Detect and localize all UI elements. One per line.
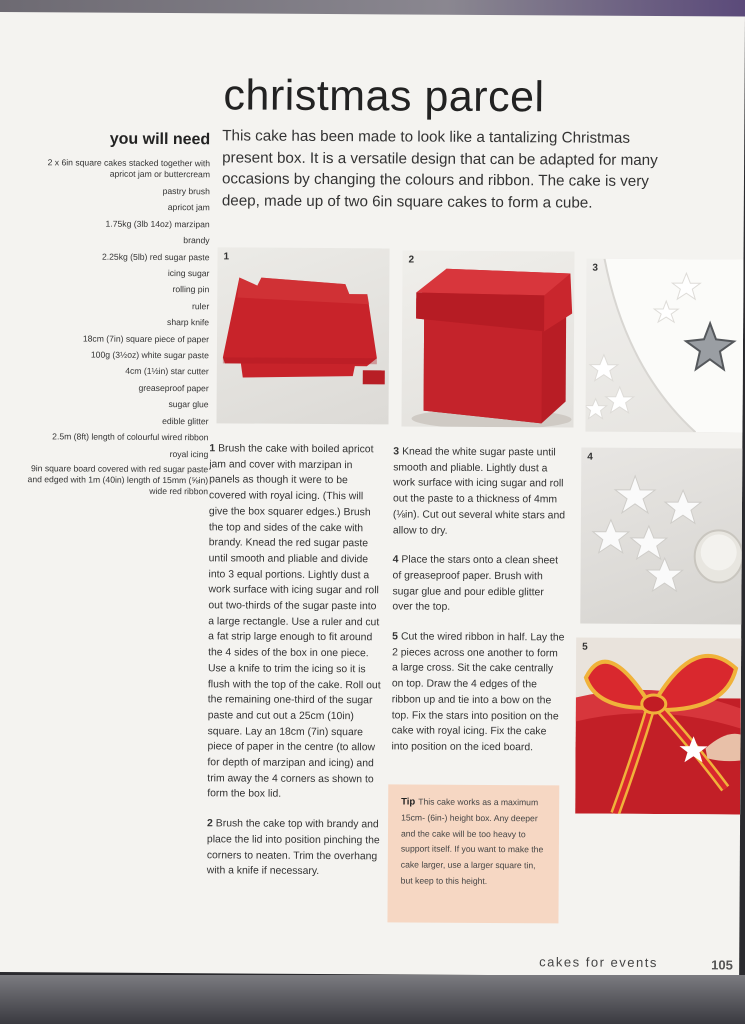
ingredient-item: 2 x 6in square cakes stacked together with apricot jam or buttercream — [47, 157, 211, 180]
intro-paragraph: This cake has been made to look like a tantalizing Christmas present box. It is a versatile design that can be adapted for many occasions by changing the colours and ribbon. The cake is very deep, made up of two 6in square cakes to form a cube. — [221, 127, 658, 212]
ingredient-item: ruler — [191, 301, 210, 312]
ingredient-item: 2.5m (8ft) length of colourful wired ribbon — [52, 431, 209, 443]
photo-number: 1 — [223, 251, 230, 263]
photo-number: 2 — [408, 254, 415, 266]
step-text: Brush the cake with boiled apricot jam and cover with marzipan in panels as though it were to be covered with royal icing. (This will give the box squarer edges.) Brush the top and sides of the cake with brandy. Knead the red sugar paste until smooth and pliable and divide into 3 equal portions. Lightly dust a work surface with icing sugar and roll out two-thirds of the sugar paste into a large rectangle. Use a ruler and cut a fat strip large enough to fit around the 4 sides of the box in one piece. Use a knife to trim the icing so it is flush with the top of the cake. Roll out the remaining one-third of the sugar paste and cut out a 25cm (10in) square. Lay an 18cm (7in) square piece of paper in the centre (to allow for depth of marzipan and icing) and trim away the 4 corners as shown to form the box lid. — [207, 443, 381, 801]
step-4 — [392, 553, 565, 617]
red-box-cake-icon — [401, 250, 574, 427]
step-number: 4 — [392, 554, 399, 566]
step-photo-3 — [585, 259, 743, 433]
step-2 — [207, 816, 383, 880]
ingredient-item: apricot jam — [167, 202, 210, 213]
step-1 — [207, 441, 385, 803]
footer-section-name: cakes for events — [539, 954, 658, 971]
photo-number: 4 — [587, 451, 593, 463]
ingredient-item: 1.75kg (3lb 14oz) marzipan — [105, 218, 210, 230]
step-number: 5 — [392, 631, 399, 643]
tip-box — [387, 784, 559, 923]
ingredient-item: brandy — [183, 235, 210, 246]
step-number: 3 — [393, 446, 400, 458]
page-title: christmas parcel — [223, 71, 545, 122]
page-bottom-edge — [0, 975, 745, 1024]
step-text: Cut the wired ribbon in half. Lay the 2 pieces across one another to form a large cross. Sit the cake centrally on top. Draw the 4 edges of the ribbon up and tie into a bow on the top. Fix the stars into position on the cake with royal icing. Fix the cake into position on the iced board. — [391, 631, 565, 754]
ingredient-item: 100g (3½oz) white sugar paste — [90, 349, 209, 361]
ingredient-item: sugar glue — [168, 399, 209, 410]
ingredient-item: 18cm (7in) square piece of paper — [82, 333, 210, 344]
ingredient-item: sharp knife — [167, 317, 210, 328]
step-photo-5 — [575, 638, 741, 815]
step-number: 2 — [207, 818, 213, 830]
white-stars-glitter-icon — [580, 448, 742, 625]
tip-text: This cake works as a maximum 15cm- (6in-) height box. Any deeper and the cake will be too heavy to support itself. If you want to make the cake larger, use a larger square tin, but keep to this height. — [400, 796, 544, 886]
book-page — [0, 12, 745, 977]
step-text: Knead the white sugar paste until smooth and pliable. Lightly dust a work surface with icing sugar and roll out the paste to a thickness of 4mm (⅛in). Cut out several white stars and allow to dry. — [392, 446, 566, 537]
page-number: 105 — [711, 957, 733, 973]
ingredient-item: 2.25kg (5lb) red sugar paste — [101, 251, 210, 262]
ingredient-item: edible glitter — [162, 415, 209, 426]
step-photo-1 — [216, 247, 389, 424]
step-3 — [393, 444, 567, 539]
step-text: Brush the cake top with brandy and place the lid into position pinching the corners to neaten. Trim the overhang with a knife if necessary. — [206, 818, 380, 878]
tip-label: Tip — [401, 796, 416, 808]
ingredient-item: royal icing — [169, 448, 209, 459]
instructions-column-2 — [391, 444, 566, 770]
photo-number: 3 — [592, 262, 599, 274]
ingredient-item: pastry brush — [162, 185, 210, 197]
step-number: 1 — [209, 443, 216, 455]
ingredient-item: greaseproof paper — [138, 382, 209, 394]
step-photo-2 — [401, 250, 574, 427]
instructions-column-1 — [207, 441, 386, 894]
ingredient-item: icing sugar — [167, 268, 210, 279]
step-photo-4 — [580, 448, 742, 625]
ribbon-bow-parcel-icon — [575, 638, 741, 815]
photo-number: 5 — [582, 641, 588, 653]
you-will-need-heading: you will need — [109, 130, 211, 149]
step-5 — [391, 629, 565, 756]
star-cutter-icon — [585, 259, 743, 433]
red-sugar-paste-sheet-icon — [216, 247, 389, 424]
step-text: Place the stars onto a clean sheet of greaseproof paper. Brush with sugar glue and pour edible glitter over the top. — [392, 554, 559, 614]
ingredient-item: rolling pin — [172, 284, 210, 295]
ingredient-item: 4cm (1½in) star cutter — [125, 366, 209, 377]
ingredient-item: 9in square board covered with red sugar paste and edged with 1m (40in) length of 15mm (⅝in) wide red ribbon — [27, 463, 209, 497]
ingredients-list — [27, 155, 210, 500]
